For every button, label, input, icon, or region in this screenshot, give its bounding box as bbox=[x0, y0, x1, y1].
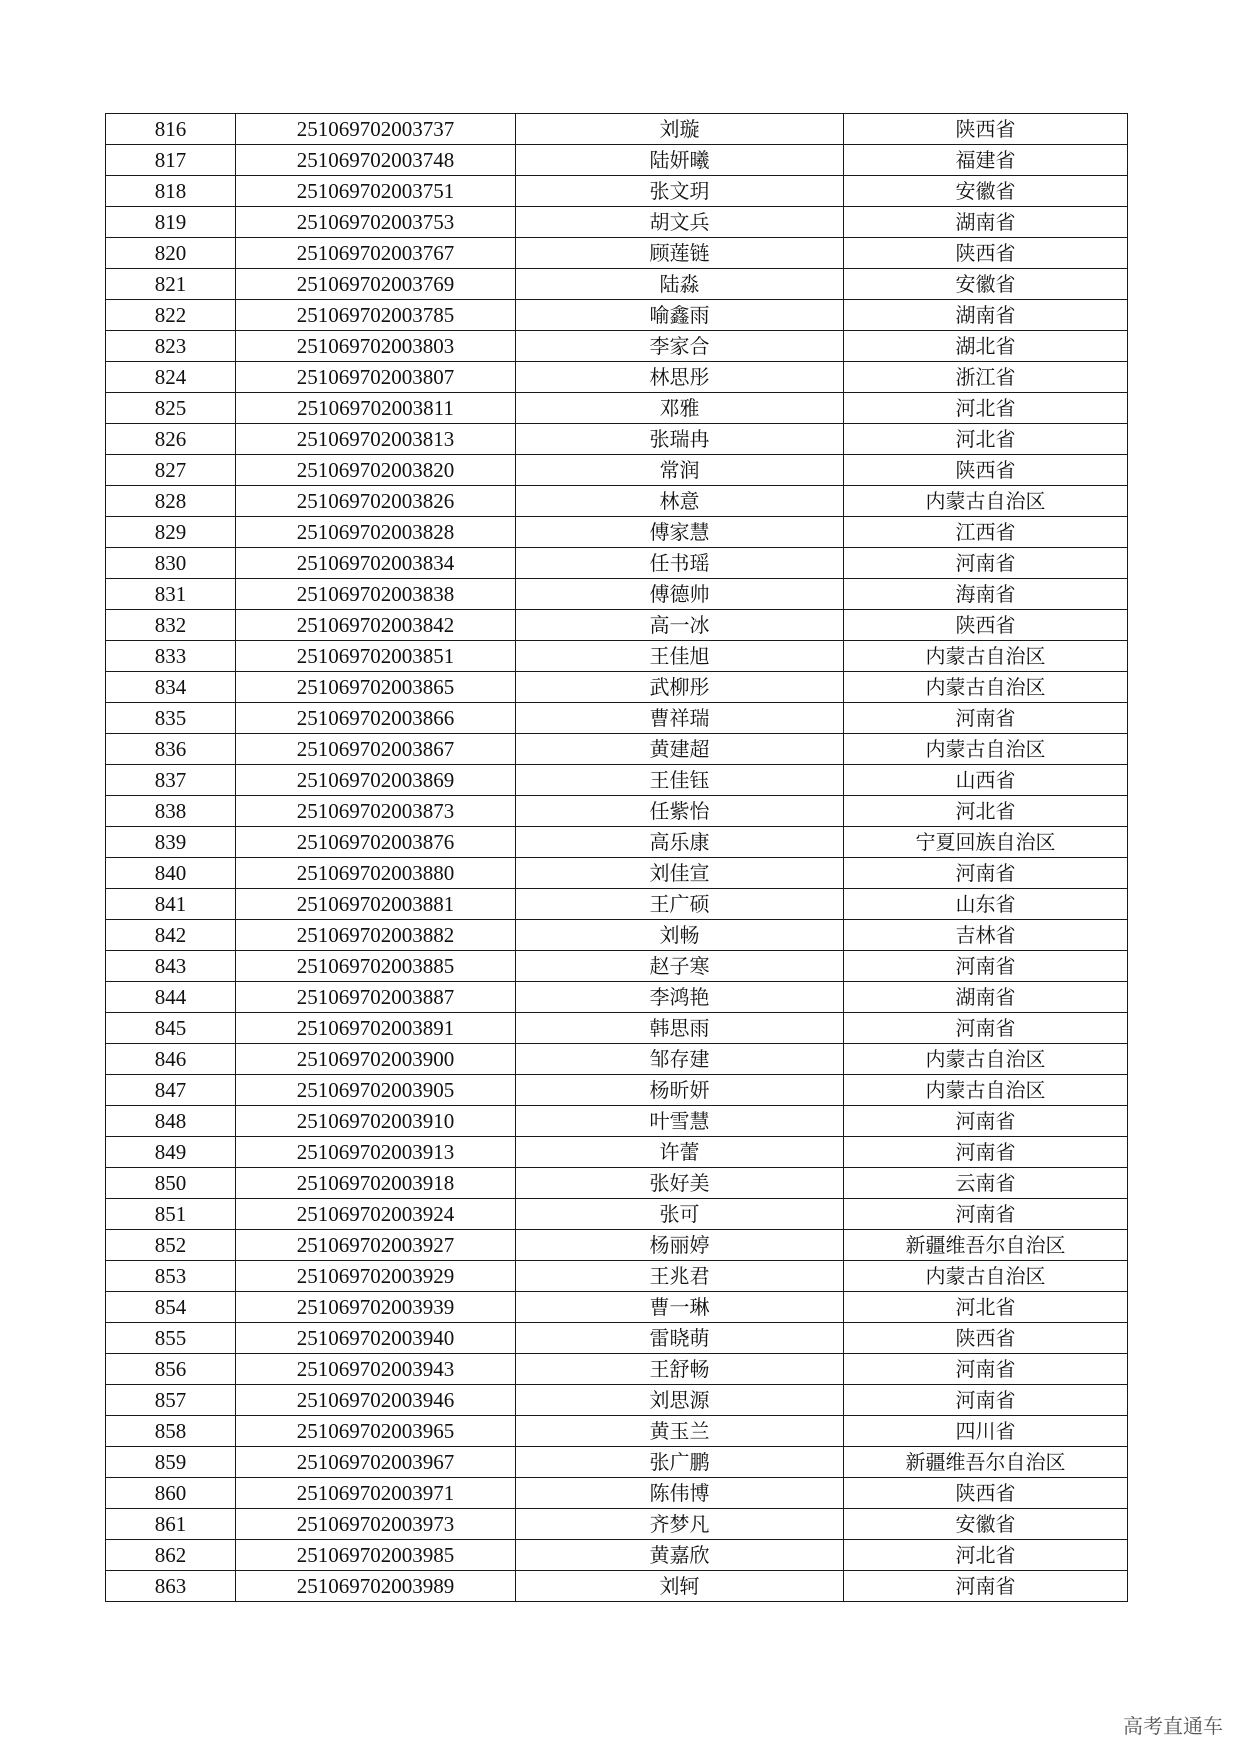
cell-exam-id: 251069702003943 bbox=[236, 1354, 516, 1385]
table-row bbox=[106, 982, 1128, 1013]
table-row bbox=[106, 703, 1128, 734]
cell-seq: 834 bbox=[106, 672, 236, 703]
cell-province: 湖南省 bbox=[844, 207, 1128, 238]
cell-exam-id: 251069702003881 bbox=[236, 889, 516, 920]
cell-province: 安徽省 bbox=[844, 1509, 1128, 1540]
cell-province: 陕西省 bbox=[844, 114, 1128, 145]
table-row bbox=[106, 1106, 1128, 1137]
cell-exam-id: 251069702003891 bbox=[236, 1013, 516, 1044]
cell-name: 傅德帅 bbox=[516, 579, 844, 610]
cell-name: 林思彤 bbox=[516, 362, 844, 393]
table-row bbox=[106, 393, 1128, 424]
cell-seq: 851 bbox=[106, 1199, 236, 1230]
cell-province: 云南省 bbox=[844, 1168, 1128, 1199]
cell-province: 河南省 bbox=[844, 1385, 1128, 1416]
cell-seq: 822 bbox=[106, 300, 236, 331]
cell-province: 湖南省 bbox=[844, 982, 1128, 1013]
table-row bbox=[106, 517, 1128, 548]
cell-exam-id: 251069702003927 bbox=[236, 1230, 516, 1261]
cell-seq: 857 bbox=[106, 1385, 236, 1416]
table-row bbox=[106, 455, 1128, 486]
cell-name: 高乐康 bbox=[516, 827, 844, 858]
cell-name: 张文玥 bbox=[516, 176, 844, 207]
cell-seq: 863 bbox=[106, 1571, 236, 1602]
table-row bbox=[106, 1509, 1128, 1540]
cell-province: 新疆维吾尔自治区 bbox=[844, 1447, 1128, 1478]
cell-province: 湖北省 bbox=[844, 331, 1128, 362]
cell-province: 内蒙古自治区 bbox=[844, 734, 1128, 765]
cell-exam-id: 251069702003869 bbox=[236, 765, 516, 796]
cell-seq: 850 bbox=[106, 1168, 236, 1199]
cell-name: 黄建超 bbox=[516, 734, 844, 765]
cell-name: 杨昕妍 bbox=[516, 1075, 844, 1106]
cell-province: 海南省 bbox=[844, 579, 1128, 610]
table-body bbox=[106, 114, 1128, 1602]
cell-exam-id: 251069702003737 bbox=[236, 114, 516, 145]
table-row bbox=[106, 951, 1128, 982]
cell-seq: 819 bbox=[106, 207, 236, 238]
cell-exam-id: 251069702003910 bbox=[236, 1106, 516, 1137]
cell-name: 傅家慧 bbox=[516, 517, 844, 548]
cell-name: 喻鑫雨 bbox=[516, 300, 844, 331]
cell-seq: 831 bbox=[106, 579, 236, 610]
cell-exam-id: 251069702003828 bbox=[236, 517, 516, 548]
cell-exam-id: 251069702003965 bbox=[236, 1416, 516, 1447]
table-row bbox=[106, 1447, 1128, 1478]
table-row bbox=[106, 1354, 1128, 1385]
table-row bbox=[106, 858, 1128, 889]
cell-exam-id: 251069702003769 bbox=[236, 269, 516, 300]
cell-province: 内蒙古自治区 bbox=[844, 1044, 1128, 1075]
cell-exam-id: 251069702003905 bbox=[236, 1075, 516, 1106]
cell-exam-id: 251069702003753 bbox=[236, 207, 516, 238]
cell-seq: 824 bbox=[106, 362, 236, 393]
cell-name: 王舒畅 bbox=[516, 1354, 844, 1385]
table-row bbox=[106, 1261, 1128, 1292]
cell-name: 齐梦凡 bbox=[516, 1509, 844, 1540]
cell-province: 陕西省 bbox=[844, 610, 1128, 641]
cell-seq: 833 bbox=[106, 641, 236, 672]
cell-province: 河南省 bbox=[844, 703, 1128, 734]
cell-exam-id: 251069702003807 bbox=[236, 362, 516, 393]
cell-exam-id: 251069702003834 bbox=[236, 548, 516, 579]
cell-name: 许蕾 bbox=[516, 1137, 844, 1168]
watermark-text: 高考直通车 bbox=[1123, 1714, 1223, 1738]
cell-seq: 853 bbox=[106, 1261, 236, 1292]
cell-exam-id: 251069702003900 bbox=[236, 1044, 516, 1075]
table-row bbox=[106, 1137, 1128, 1168]
cell-name: 张广鹏 bbox=[516, 1447, 844, 1478]
cell-seq: 821 bbox=[106, 269, 236, 300]
table-row bbox=[106, 1416, 1128, 1447]
cell-province: 河北省 bbox=[844, 424, 1128, 455]
cell-name: 叶雪慧 bbox=[516, 1106, 844, 1137]
cell-exam-id: 251069702003946 bbox=[236, 1385, 516, 1416]
cell-exam-id: 251069702003989 bbox=[236, 1571, 516, 1602]
cell-name: 刘思源 bbox=[516, 1385, 844, 1416]
cell-province: 河北省 bbox=[844, 1540, 1128, 1571]
cell-seq: 846 bbox=[106, 1044, 236, 1075]
cell-name: 杨丽婷 bbox=[516, 1230, 844, 1261]
cell-province: 陕西省 bbox=[844, 455, 1128, 486]
cell-exam-id: 251069702003885 bbox=[236, 951, 516, 982]
cell-seq: 820 bbox=[106, 238, 236, 269]
cell-province: 陕西省 bbox=[844, 1323, 1128, 1354]
cell-seq: 832 bbox=[106, 610, 236, 641]
table-row bbox=[106, 548, 1128, 579]
cell-name: 黄嘉欣 bbox=[516, 1540, 844, 1571]
cell-province: 浙江省 bbox=[844, 362, 1128, 393]
cell-province: 内蒙古自治区 bbox=[844, 486, 1128, 517]
cell-province: 河北省 bbox=[844, 393, 1128, 424]
cell-seq: 852 bbox=[106, 1230, 236, 1261]
cell-seq: 838 bbox=[106, 796, 236, 827]
cell-exam-id: 251069702003813 bbox=[236, 424, 516, 455]
cell-seq: 849 bbox=[106, 1137, 236, 1168]
cell-province: 山东省 bbox=[844, 889, 1128, 920]
cell-exam-id: 251069702003918 bbox=[236, 1168, 516, 1199]
table-row bbox=[106, 1199, 1128, 1230]
cell-seq: 830 bbox=[106, 548, 236, 579]
cell-name: 雷晓萌 bbox=[516, 1323, 844, 1354]
cell-exam-id: 251069702003940 bbox=[236, 1323, 516, 1354]
table-row bbox=[106, 1044, 1128, 1075]
table-row bbox=[106, 1292, 1128, 1323]
cell-province: 内蒙古自治区 bbox=[844, 1261, 1128, 1292]
cell-province: 陕西省 bbox=[844, 238, 1128, 269]
cell-province: 四川省 bbox=[844, 1416, 1128, 1447]
cell-name: 张可 bbox=[516, 1199, 844, 1230]
table-row bbox=[106, 889, 1128, 920]
cell-exam-id: 251069702003820 bbox=[236, 455, 516, 486]
cell-name: 李家合 bbox=[516, 331, 844, 362]
cell-seq: 839 bbox=[106, 827, 236, 858]
cell-exam-id: 251069702003876 bbox=[236, 827, 516, 858]
cell-province: 新疆维吾尔自治区 bbox=[844, 1230, 1128, 1261]
cell-exam-id: 251069702003873 bbox=[236, 796, 516, 827]
cell-name: 黄玉兰 bbox=[516, 1416, 844, 1447]
table-row bbox=[106, 1571, 1128, 1602]
cell-name: 曹一琳 bbox=[516, 1292, 844, 1323]
table-row bbox=[106, 1478, 1128, 1509]
table-row bbox=[106, 641, 1128, 672]
cell-exam-id: 251069702003865 bbox=[236, 672, 516, 703]
cell-exam-id: 251069702003842 bbox=[236, 610, 516, 641]
cell-province: 河南省 bbox=[844, 1571, 1128, 1602]
cell-exam-id: 251069702003967 bbox=[236, 1447, 516, 1478]
cell-seq: 854 bbox=[106, 1292, 236, 1323]
cell-province: 河南省 bbox=[844, 1013, 1128, 1044]
table-row bbox=[106, 300, 1128, 331]
cell-exam-id: 251069702003985 bbox=[236, 1540, 516, 1571]
cell-exam-id: 251069702003866 bbox=[236, 703, 516, 734]
cell-seq: 855 bbox=[106, 1323, 236, 1354]
cell-name: 任书瑶 bbox=[516, 548, 844, 579]
cell-name: 王佳钰 bbox=[516, 765, 844, 796]
cell-exam-id: 251069702003929 bbox=[236, 1261, 516, 1292]
cell-exam-id: 251069702003939 bbox=[236, 1292, 516, 1323]
cell-exam-id: 251069702003767 bbox=[236, 238, 516, 269]
cell-exam-id: 251069702003882 bbox=[236, 920, 516, 951]
cell-name: 刘轲 bbox=[516, 1571, 844, 1602]
cell-province: 湖南省 bbox=[844, 300, 1128, 331]
cell-seq: 844 bbox=[106, 982, 236, 1013]
cell-province: 河南省 bbox=[844, 951, 1128, 982]
table-row bbox=[106, 1230, 1128, 1261]
cell-seq: 856 bbox=[106, 1354, 236, 1385]
table-row bbox=[106, 610, 1128, 641]
cell-exam-id: 251069702003971 bbox=[236, 1478, 516, 1509]
table-row bbox=[106, 1013, 1128, 1044]
cell-province: 河南省 bbox=[844, 1354, 1128, 1385]
cell-name: 张瑞冉 bbox=[516, 424, 844, 455]
table-row bbox=[106, 207, 1128, 238]
cell-province: 河南省 bbox=[844, 1199, 1128, 1230]
table-row bbox=[106, 765, 1128, 796]
cell-name: 王佳旭 bbox=[516, 641, 844, 672]
student-table bbox=[105, 113, 1128, 1602]
table-row bbox=[106, 734, 1128, 765]
cell-seq: 823 bbox=[106, 331, 236, 362]
cell-name: 林意 bbox=[516, 486, 844, 517]
cell-name: 武柳彤 bbox=[516, 672, 844, 703]
cell-seq: 845 bbox=[106, 1013, 236, 1044]
cell-seq: 837 bbox=[106, 765, 236, 796]
cell-name: 任紫怡 bbox=[516, 796, 844, 827]
cell-seq: 816 bbox=[106, 114, 236, 145]
cell-province: 河北省 bbox=[844, 796, 1128, 827]
cell-seq: 828 bbox=[106, 486, 236, 517]
cell-province: 江西省 bbox=[844, 517, 1128, 548]
cell-seq: 862 bbox=[106, 1540, 236, 1571]
table-row bbox=[106, 579, 1128, 610]
cell-province: 安徽省 bbox=[844, 269, 1128, 300]
cell-exam-id: 251069702003803 bbox=[236, 331, 516, 362]
cell-exam-id: 251069702003913 bbox=[236, 1137, 516, 1168]
cell-seq: 861 bbox=[106, 1509, 236, 1540]
cell-seq: 847 bbox=[106, 1075, 236, 1106]
cell-name: 韩思雨 bbox=[516, 1013, 844, 1044]
cell-name: 陆妍曦 bbox=[516, 145, 844, 176]
table-row bbox=[106, 238, 1128, 269]
cell-name: 顾莲链 bbox=[516, 238, 844, 269]
table-row bbox=[106, 424, 1128, 455]
table-row bbox=[106, 1168, 1128, 1199]
cell-seq: 860 bbox=[106, 1478, 236, 1509]
cell-exam-id: 251069702003785 bbox=[236, 300, 516, 331]
table-row bbox=[106, 331, 1128, 362]
table-row bbox=[106, 827, 1128, 858]
cell-seq: 843 bbox=[106, 951, 236, 982]
cell-exam-id: 251069702003851 bbox=[236, 641, 516, 672]
cell-name: 曹祥瑞 bbox=[516, 703, 844, 734]
table-row bbox=[106, 796, 1128, 827]
cell-seq: 858 bbox=[106, 1416, 236, 1447]
cell-name: 邹存建 bbox=[516, 1044, 844, 1075]
cell-seq: 840 bbox=[106, 858, 236, 889]
cell-province: 内蒙古自治区 bbox=[844, 1075, 1128, 1106]
cell-name: 陆淼 bbox=[516, 269, 844, 300]
cell-name: 刘畅 bbox=[516, 920, 844, 951]
cell-province: 河北省 bbox=[844, 1292, 1128, 1323]
cell-province: 福建省 bbox=[844, 145, 1128, 176]
cell-exam-id: 251069702003748 bbox=[236, 145, 516, 176]
table-row bbox=[106, 1540, 1128, 1571]
table-row bbox=[106, 1385, 1128, 1416]
cell-exam-id: 251069702003867 bbox=[236, 734, 516, 765]
cell-exam-id: 251069702003924 bbox=[236, 1199, 516, 1230]
cell-name: 赵子寒 bbox=[516, 951, 844, 982]
cell-exam-id: 251069702003887 bbox=[236, 982, 516, 1013]
table-row bbox=[106, 362, 1128, 393]
cell-exam-id: 251069702003826 bbox=[236, 486, 516, 517]
cell-exam-id: 251069702003751 bbox=[236, 176, 516, 207]
cell-seq: 826 bbox=[106, 424, 236, 455]
cell-province: 河南省 bbox=[844, 858, 1128, 889]
cell-name: 邓雅 bbox=[516, 393, 844, 424]
cell-seq: 829 bbox=[106, 517, 236, 548]
cell-province: 内蒙古自治区 bbox=[844, 672, 1128, 703]
cell-seq: 848 bbox=[106, 1106, 236, 1137]
cell-province: 吉林省 bbox=[844, 920, 1128, 951]
table-row bbox=[106, 114, 1128, 145]
cell-seq: 842 bbox=[106, 920, 236, 951]
cell-name: 刘璇 bbox=[516, 114, 844, 145]
cell-name: 王广硕 bbox=[516, 889, 844, 920]
cell-name: 胡文兵 bbox=[516, 207, 844, 238]
cell-name: 王兆君 bbox=[516, 1261, 844, 1292]
table-row bbox=[106, 1075, 1128, 1106]
cell-exam-id: 251069702003880 bbox=[236, 858, 516, 889]
cell-name: 李鸿艳 bbox=[516, 982, 844, 1013]
table-row bbox=[106, 920, 1128, 951]
cell-province: 陕西省 bbox=[844, 1478, 1128, 1509]
table-row bbox=[106, 672, 1128, 703]
cell-seq: 859 bbox=[106, 1447, 236, 1478]
cell-province: 河南省 bbox=[844, 1137, 1128, 1168]
cell-seq: 827 bbox=[106, 455, 236, 486]
cell-exam-id: 251069702003973 bbox=[236, 1509, 516, 1540]
cell-name: 高一冰 bbox=[516, 610, 844, 641]
table-row bbox=[106, 145, 1128, 176]
cell-province: 宁夏回族自治区 bbox=[844, 827, 1128, 858]
cell-exam-id: 251069702003811 bbox=[236, 393, 516, 424]
table-row bbox=[106, 486, 1128, 517]
cell-province: 山西省 bbox=[844, 765, 1128, 796]
cell-seq: 817 bbox=[106, 145, 236, 176]
cell-name: 陈伟博 bbox=[516, 1478, 844, 1509]
cell-province: 河南省 bbox=[844, 1106, 1128, 1137]
cell-name: 张好美 bbox=[516, 1168, 844, 1199]
cell-seq: 836 bbox=[106, 734, 236, 765]
table-row bbox=[106, 269, 1128, 300]
table-row bbox=[106, 176, 1128, 207]
cell-seq: 825 bbox=[106, 393, 236, 424]
cell-seq: 818 bbox=[106, 176, 236, 207]
cell-exam-id: 251069702003838 bbox=[236, 579, 516, 610]
cell-province: 河南省 bbox=[844, 548, 1128, 579]
cell-province: 内蒙古自治区 bbox=[844, 641, 1128, 672]
cell-seq: 835 bbox=[106, 703, 236, 734]
cell-province: 安徽省 bbox=[844, 176, 1128, 207]
cell-name: 常润 bbox=[516, 455, 844, 486]
table-row bbox=[106, 1323, 1128, 1354]
cell-seq: 841 bbox=[106, 889, 236, 920]
cell-name: 刘佳宣 bbox=[516, 858, 844, 889]
